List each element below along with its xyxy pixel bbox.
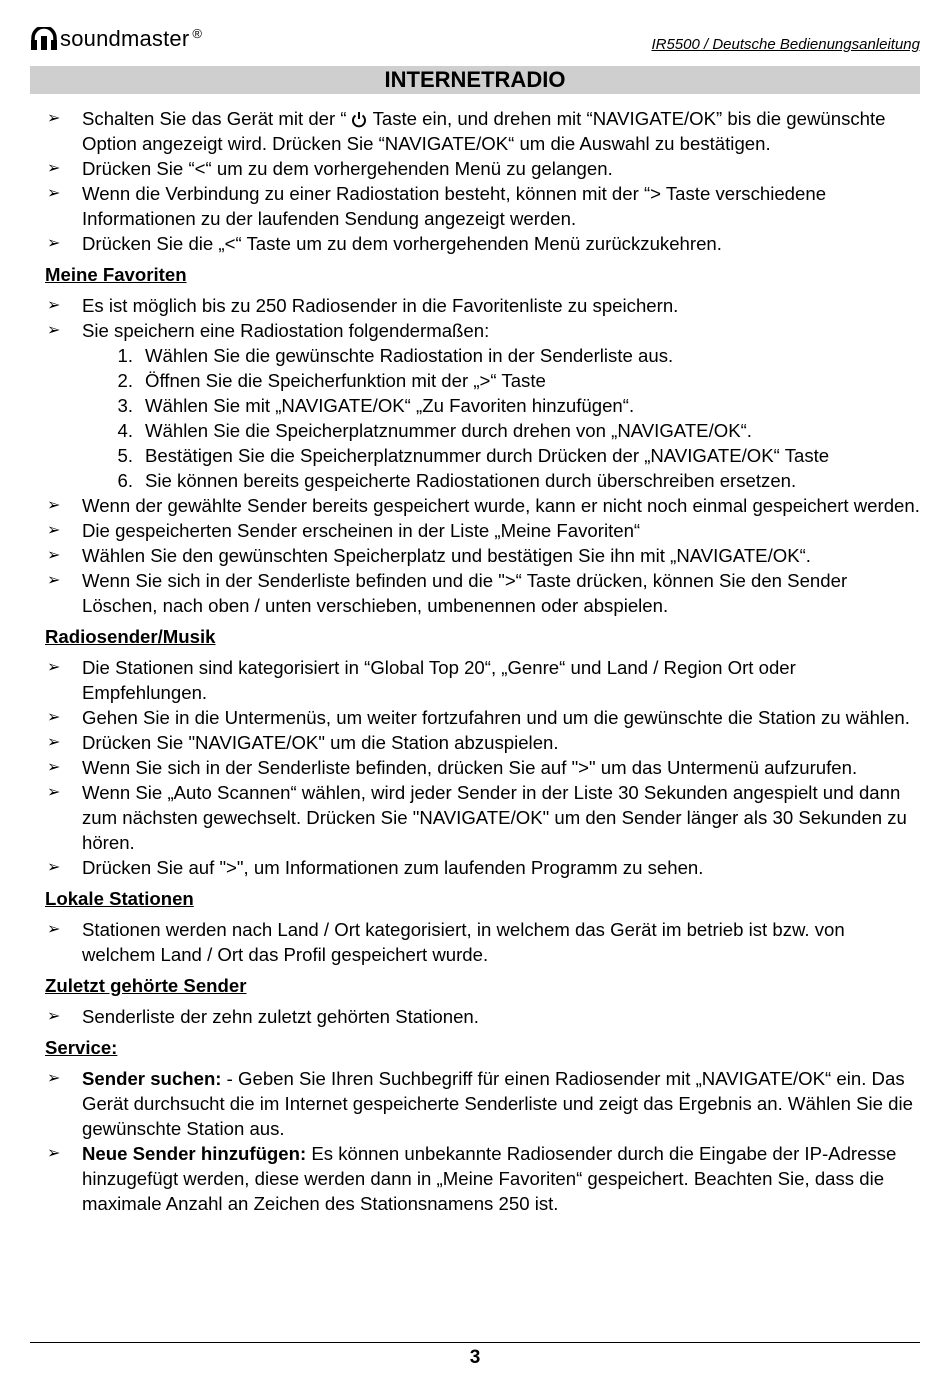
- registered-mark: ®: [192, 25, 202, 41]
- document-body: [45, 106, 920, 1216]
- step-item: 6. Sie können bereits gespeicherte Radiostationen durch überschreiben ersetzen.: [117, 470, 797, 491]
- list-item: ➢ Drücken Sie die „<“ Taste um zu dem vorhergehenden Menü zurückzukehren.: [47, 233, 722, 254]
- footer-divider: [30, 1342, 920, 1343]
- list-item: ➢ Die Stationen sind kategorisiert in “Global Top 20“, „Genre“ und Land / Region Ort oder Empfehlungen.: [47, 657, 796, 703]
- bullet-arrow-icon: ➢: [47, 859, 61, 876]
- list-item: ➢ Sie speichern eine Radiostation folgendermaßen:: [47, 320, 490, 341]
- heading-lokale-stationen: Lokale Stationen: [45, 888, 194, 909]
- bullet-arrow-icon: ➢: [47, 1070, 61, 1087]
- step-item: 2. Öffnen Sie die Speicherfunktion mit der „>“ Taste: [117, 370, 546, 391]
- step-item: 4. Wählen Sie die Speicherplatznummer durch drehen von „NAVIGATE/OK“.: [117, 420, 752, 441]
- list-item: ➢ Wenn Sie sich in der Senderliste befinden und die ">“ Taste drücken, können Sie den Sender Löschen, nach oben / unten verschieben, umbenennen oder abspielen.: [47, 570, 848, 616]
- list-item: ➢ Wenn der gewählte Sender bereits gespeichert wurde, kann er nicht noch einmal gespeichert werden.: [47, 495, 920, 516]
- document-reference: IR5500 / Deutsche Bedienungsanleitung: [651, 36, 920, 53]
- list-item: ➢ Sender suchen: - Geben Sie Ihren Suchbegriff für einen Radiosender mit „NAVIGATE/OK“ ein. Das Gerät durchsucht die im Internet gespeicherte Senderliste und zeigt das Ergebnis an. Wählen Sie die gewünschte Station aus.: [47, 1068, 913, 1139]
- page-header: [30, 20, 920, 70]
- step-item: 3. Wählen Sie mit „NAVIGATE/OK“ „Zu Favoriten hinzufügen“.: [117, 395, 635, 416]
- step-item: 1. Wählen Sie die gewünschte Radiostation in der Senderliste aus.: [117, 345, 674, 366]
- numbered-steps: [45, 343, 920, 493]
- list-item: ➢ Neue Sender hinzufügen: Es können unbekannte Radiosender durch die Eingabe der IP-Adresse hinzugefügt werden, diese werden dann in „Meine Favoriten“ gespeichert. Beachten Sie, dass die maximale Anzahl an Zeichen des Stationsnamens 250 ist.: [47, 1143, 897, 1214]
- list-item: ➢ Es ist möglich bis zu 250 Radiosender in die Favoritenliste zu speichern.: [47, 295, 679, 316]
- list-item: ➢ Drücken Sie "NAVIGATE/OK" um die Station abzuspielen.: [47, 732, 559, 753]
- list-item: ➢ Gehen Sie in die Untermenüs, um weiter fortzufahren und um die gewünschte die Station zu wählen.: [47, 707, 910, 728]
- list-item: ➢ Wenn Sie „Auto Scannen“ wählen, wird jeder Sender in der Liste 30 Sekunden angespielt und dann zum nächsten gewechselt. Drücken Sie "NAVIGATE/OK" um den Sender länger als 30 Sekunden zu hören.: [47, 782, 907, 853]
- list-item: ➢ Wenn die Verbindung zu einer Radiostation besteht, können mit der “> Taste verschiedene Informationen zu der laufenden Sendung angezeigt werden.: [47, 183, 827, 229]
- page-number: 3: [469, 1347, 481, 1368]
- step-item: 5. Bestätigen Sie die Speicherplatznummer durch Drücken der „NAVIGATE/OK“ Taste: [117, 445, 830, 466]
- bullet-arrow-icon: ➢: [47, 784, 61, 801]
- heading-meine-favoriten: Meine Favoriten: [45, 264, 187, 285]
- bullet-arrow-icon: ➢: [47, 497, 61, 514]
- bullet-arrow-icon: ➢: [47, 572, 61, 589]
- brand-logo: [30, 26, 202, 52]
- bullet-arrow-icon: ➢: [47, 547, 61, 564]
- bullet-arrow-icon: ➢: [47, 659, 61, 676]
- list-item: ➢ Wenn Sie sich in der Senderliste befinden, drücken Sie auf ">" um das Untermenü aufzurufen.: [47, 757, 858, 778]
- bullet-arrow-icon: ➢: [47, 921, 61, 938]
- bullet-arrow-icon: ➢: [47, 235, 61, 252]
- bullet-arrow-icon: ➢: [47, 297, 61, 314]
- list-item: ➢ Senderliste der zehn zuletzt gehörten Stationen.: [47, 1006, 479, 1027]
- bullet-arrow-icon: ➢: [47, 709, 61, 726]
- list-item: ➢ Drücken Sie “<“ um zu dem vorhergehenden Menü zu gelangen.: [47, 158, 613, 179]
- bullet-arrow-icon: ➢: [47, 110, 61, 127]
- bullet-arrow-icon: ➢: [47, 522, 61, 539]
- heading-radiosender-musik: Radiosender/Musik: [45, 626, 216, 647]
- list-item: ➢ Schalten Sie das Gerät mit der “ Taste ein, und drehen mit “NAVIGATE/OK” bis die gewünschte Option angezeigt wird. Drücken Sie “NAVIGATE/OK“ um die Auswahl zu bestätigen.: [47, 108, 886, 154]
- list-item: ➢ Drücken Sie auf ">", um Informationen zum laufenden Programm zu sehen.: [47, 857, 704, 878]
- bullet-arrow-icon: ➢: [47, 160, 61, 177]
- soundmaster-logo-icon: [30, 27, 58, 51]
- list-item: ➢ Wählen Sie den gewünschten Speicherplatz und bestätigen Sie ihn mit „NAVIGATE/OK“.: [47, 545, 811, 566]
- bullet-arrow-icon: ➢: [47, 322, 61, 339]
- bullet-arrow-icon: ➢: [47, 734, 61, 751]
- brand-name: soundmaster: [60, 26, 190, 51]
- section-title: INTERNETRADIO: [30, 66, 920, 94]
- list-item: ➢ Die gespeicherten Sender erscheinen in der Liste „Meine Favoriten“: [47, 520, 641, 541]
- bullet-arrow-icon: ➢: [47, 1145, 61, 1162]
- bullet-arrow-icon: ➢: [47, 759, 61, 776]
- bullet-arrow-icon: ➢: [47, 1008, 61, 1025]
- list-item: ➢ Stationen werden nach Land / Ort kategorisiert, in welchem das Gerät im betrieb ist bzw. von welchem Land / Ort das Profil gespeichert wurde.: [47, 919, 845, 965]
- bullet-arrow-icon: ➢: [47, 185, 61, 202]
- power-icon: [351, 111, 367, 128]
- heading-zuletzt-gehoerte-sender: Zuletzt gehörte Sender: [45, 975, 247, 996]
- heading-service: Service:: [45, 1037, 118, 1058]
